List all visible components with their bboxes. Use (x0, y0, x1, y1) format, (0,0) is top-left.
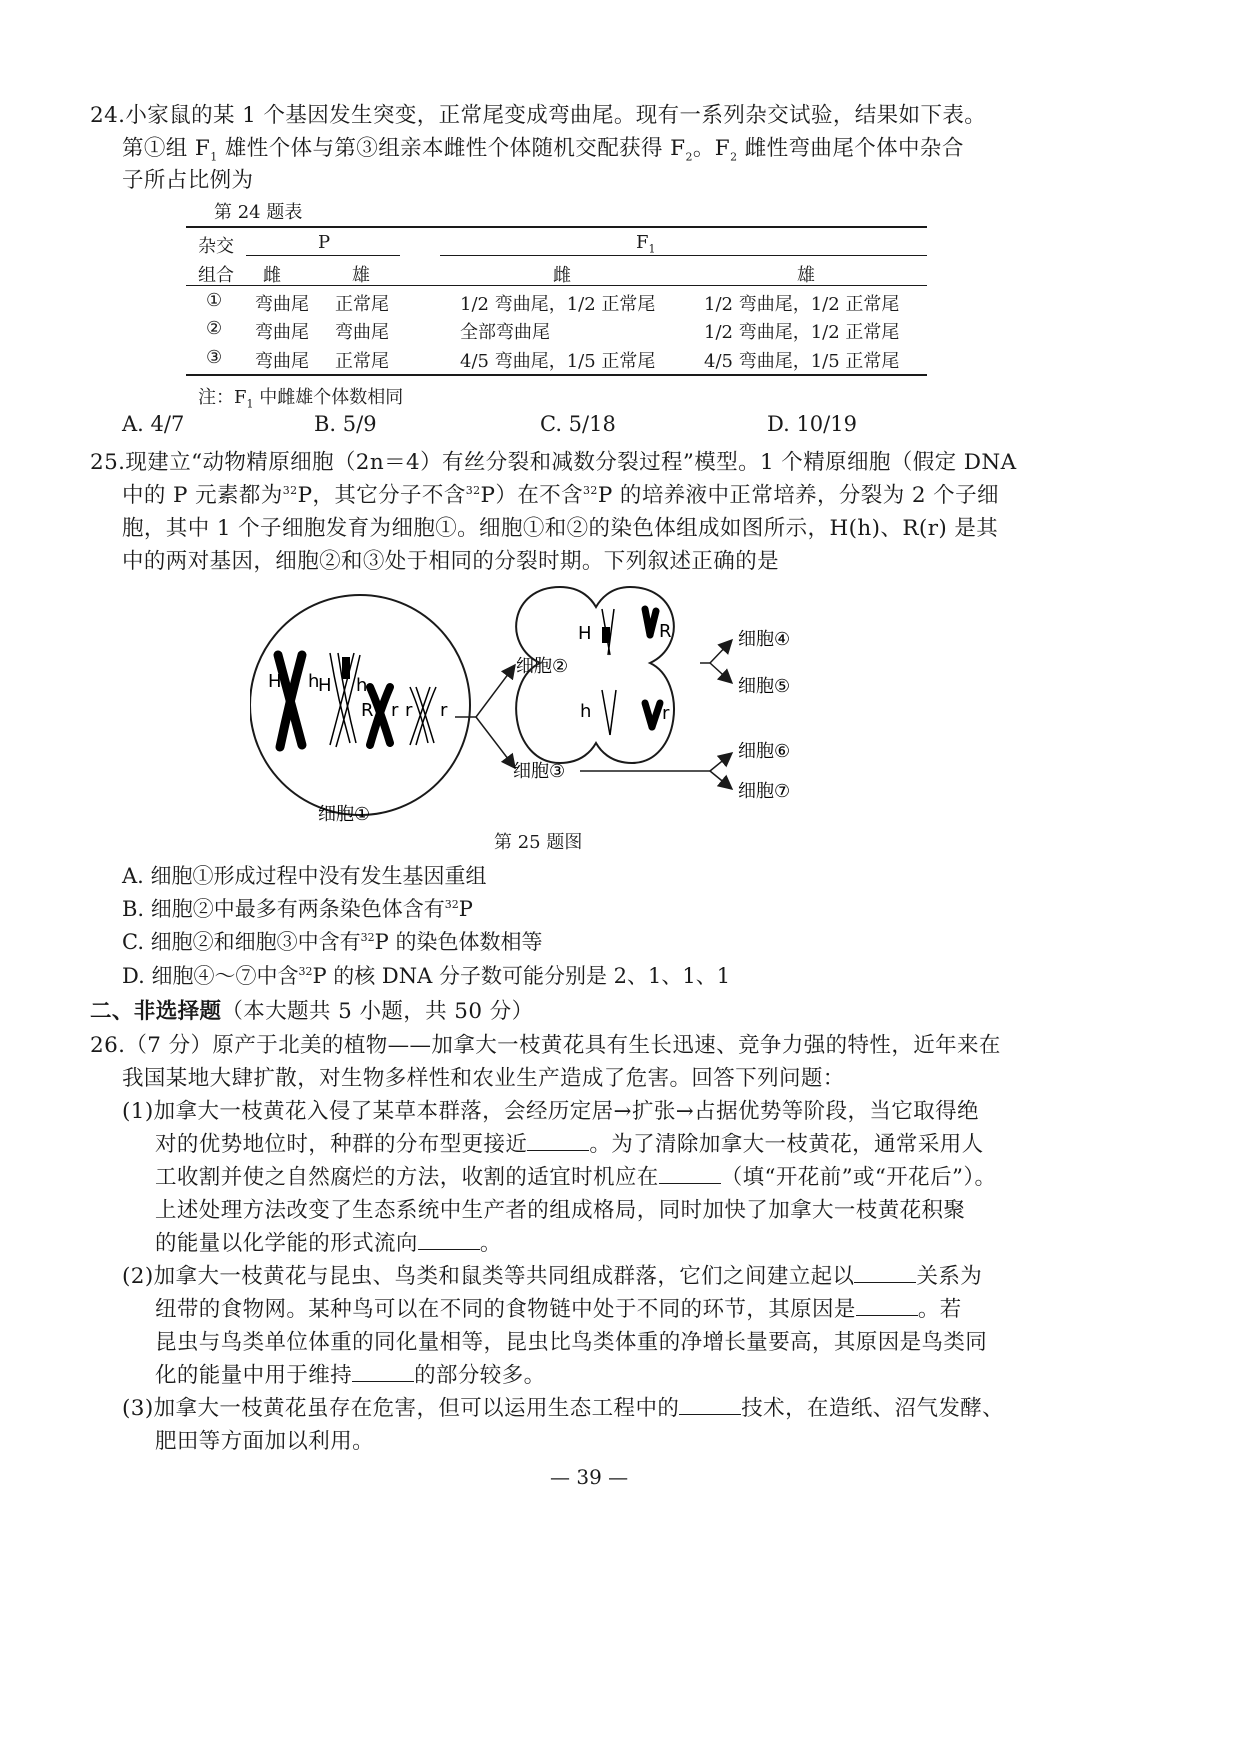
subscript: 1 (210, 150, 218, 164)
cell2-label-R: R (659, 621, 672, 642)
answer-blank[interactable] (418, 1231, 480, 1250)
q24-stem-2b: 雄性个体与第③组亲本雌性个体随机交配获得 F (217, 136, 686, 161)
q25-option-c[interactable] (122, 926, 542, 956)
label-r-2: r (405, 700, 413, 721)
cell2-label-r: r (662, 703, 670, 724)
q26-p1-line-4: 上述处理方法改变了生态系统中生产者的组成格局，同时加快了加拿大一枝黄花积聚 (155, 1198, 966, 1223)
q26-p1-l2b: 。为了清除加拿大一枝黄花，通常采用人 (589, 1132, 984, 1157)
th-f1 (636, 232, 656, 256)
q24-stem-2c: 。F (692, 136, 731, 161)
q25-line-3 (122, 511, 998, 542)
row1-fm: 1/2 弯曲尾，1/2 正常尾 (704, 294, 900, 315)
subscript: 1 (648, 242, 656, 256)
q26-p1-line-2 (155, 1127, 984, 1158)
cell7-label: 细胞⑦ (738, 781, 791, 802)
q25-option-b-b: P (458, 897, 473, 921)
q24-number: 24. (90, 103, 126, 128)
q25-option-d[interactable] (122, 960, 730, 990)
row2-fm: 1/2 弯曲尾，1/2 正常尾 (704, 322, 900, 343)
q24-line-1 (90, 98, 986, 129)
q25-stem-2d: P 的培养液中正常培养，分裂为 2 个子细 (597, 483, 999, 508)
q26-p2-line-1 (122, 1259, 982, 1290)
q24-stem-3: 子所占比例为 (122, 168, 254, 193)
q25-number: 25. (90, 450, 126, 475)
q26-p2-l4b: 的部分较多。 (414, 1363, 546, 1388)
cell-division-figure (250, 575, 850, 835)
q24-stem-1: 小家鼠的某 1 个基因发生突变，正常尾变成弯曲尾。现有一系列杂交试验，结果如下表。 (125, 103, 987, 128)
row3-fm: 4/5 弯曲尾，1/5 正常尾 (704, 351, 900, 372)
q26-p2-l4a: 化的能量中用于维持 (155, 1363, 353, 1388)
q26-number: 26. (90, 1033, 126, 1058)
row1-pf: 弯曲尾 (255, 294, 309, 315)
q26-p1-l3b: （填“开花前”或“开花后”）。 (720, 1165, 997, 1190)
q25-line-1 (90, 445, 1017, 476)
th-f1-female: 雌 (553, 265, 571, 286)
label-H-2: H (318, 675, 332, 696)
row2-ff: 全部弯曲尾 (460, 322, 550, 343)
q24-line-3 (122, 163, 253, 194)
figure-caption: 第 25 题图 (494, 832, 583, 853)
q26-p1-l5a: 的能量以化学能的形式流向 (155, 1231, 418, 1256)
answer-blank[interactable] (854, 1264, 916, 1283)
answer-blank[interactable] (659, 1165, 721, 1184)
section2-heading (90, 994, 533, 1025)
table-caption: 第 24 题表 (214, 202, 303, 223)
th-female: 雌 (263, 265, 281, 286)
cell1-label: 细胞① (318, 804, 371, 825)
table-f1-rule (440, 255, 927, 256)
chromosome-white-h2 (330, 653, 360, 747)
q24-stem-2a: 第①组 F (122, 136, 211, 161)
arrow-to-cell5 (710, 663, 732, 683)
answer-blank[interactable] (679, 1396, 741, 1415)
th-group: 组合 (198, 265, 234, 286)
q26-p2-line-4 (155, 1358, 546, 1389)
q25-stem-2c: P）在不含 (480, 483, 584, 508)
q26-line-1 (90, 1028, 1001, 1059)
q25-option-a[interactable]: A. 细胞①形成过程中没有发生基因重组 (122, 864, 487, 888)
q26-p3-l1a: (3)加拿大一枝黄花虽存在危害，但可以运用生态工程中的 (122, 1396, 680, 1421)
q26-p2-l1a: (2)加拿大一枝黄花与昆虫、鸟类和鼠类等共同组成群落，它们之间建立起以 (122, 1264, 855, 1289)
th-p: P (318, 232, 331, 253)
table-top-rule (186, 226, 927, 228)
answer-blank[interactable] (527, 1132, 589, 1151)
label-h-2: h (356, 675, 368, 696)
q26-p3-line-2: 肥田等方面加以利用。 (155, 1429, 375, 1454)
arrow-to-cell3 (476, 717, 515, 768)
q25-option-b[interactable] (122, 893, 473, 923)
th-f1-label: F (636, 232, 649, 253)
row3-pf: 弯曲尾 (255, 351, 309, 372)
cell2-chromosomes (602, 609, 660, 735)
q25-stem-1: 现建立“动物精原细胞（2n＝4）有丝分裂和减数分裂过程”模型。1 个精原细胞（假定 DNA (125, 450, 1017, 475)
section2-subtitle: （本大题共 5 小题，共 50 分） (221, 999, 534, 1024)
q25-stem-3: 胞，其中 1 个子细胞发育为细胞①。细胞①和②的染色体组成如图所示，H(h)、R(r) 是其 (122, 516, 999, 541)
superscript: 32 (360, 931, 375, 944)
q26-p1-line-5 (155, 1226, 502, 1257)
q24-stem-2d: 雌性弯曲尾个体中杂合 (737, 136, 964, 161)
arrow-to-cell6 (710, 753, 732, 771)
row1-ff: 1/2 弯曲尾，1/2 正常尾 (460, 294, 656, 315)
q26-p3-line-1 (122, 1391, 1004, 1422)
q26-p2-l2b: 。若 (917, 1297, 962, 1322)
q26-line-2: 我国某地大肆扩散，对生物多样性和农业生产造成了危害。回答下列问题： (122, 1066, 845, 1091)
q26-p1-l2a: 对的优势地位时，种群的分布型更接近 (155, 1132, 528, 1157)
q25-option-d-a: D. 细胞④～⑦中含 (122, 964, 299, 988)
row2-pm: 弯曲尾 (335, 322, 389, 343)
label-r-3: r (440, 700, 448, 721)
q25-option-c-a: C. 细胞②和细胞③中含有 (122, 930, 361, 954)
superscript: 32 (465, 483, 481, 497)
cell6-label: 细胞⑥ (738, 741, 791, 762)
q25-option-b-a: B. 细胞②中最多有两条染色体含有 (122, 897, 445, 921)
superscript: 32 (282, 483, 298, 497)
note-b: 中雌雄个体数相同 (253, 387, 404, 408)
cell2-label: 细胞② (516, 656, 569, 677)
answer-blank[interactable] (856, 1297, 918, 1316)
q25-option-d-b: P 的核 DNA 分子数可能分别是 2、1、1、1 (312, 964, 731, 988)
arrow-to-cell4 (710, 640, 732, 663)
arrow-to-cell7 (710, 771, 732, 789)
subscript: 1 (246, 397, 254, 411)
cell2-label-h: h (580, 701, 592, 722)
row2-id: ② (206, 318, 223, 339)
q26-stem-1: （7 分）原产于北美的植物——加拿大一枝黄花具有生长迅速、竞争力强的特性，近年来在 (125, 1033, 1001, 1058)
th-male: 雄 (352, 265, 370, 286)
q24-option-d[interactable]: D. 10/19 (767, 412, 857, 436)
q26-p3-l1b: 技术，在造纸、沼气发酵、 (741, 1396, 1005, 1421)
q26-p2-line-2 (155, 1292, 962, 1323)
chromosome-white-r2 (410, 687, 436, 745)
th-cross: 杂交 (198, 236, 234, 257)
q25-line-4 (122, 544, 779, 575)
q26-p1-line-3 (155, 1160, 996, 1191)
section2-title: 二、非选择题 (90, 999, 222, 1024)
subscript: 2 (685, 150, 693, 164)
cell1-membrane (250, 595, 470, 815)
row3-id: ③ (206, 347, 223, 368)
th-f1-male: 雄 (797, 265, 815, 286)
cell5-label: 细胞⑤ (738, 676, 791, 697)
q26-p1-l5b: 。 (479, 1231, 502, 1256)
table-p-rule (246, 255, 400, 256)
q24-line-2 (122, 131, 964, 163)
q25-stem-2a: 中的 P 元素都为 (122, 483, 283, 508)
page-number: — 39 — (550, 1465, 629, 1489)
q24-option-c[interactable]: C. 5/18 (540, 412, 616, 436)
arrow-to-cell2 (476, 665, 515, 717)
label-H-1: H (268, 671, 282, 692)
q24-option-a[interactable]: A. 4/7 (122, 412, 185, 436)
row3-pm: 正常尾 (335, 351, 389, 372)
row2-pf: 弯曲尾 (255, 322, 309, 343)
table-note (198, 383, 403, 411)
row1-id: ① (206, 290, 223, 311)
note-a: 注：F (198, 387, 247, 408)
cell3-label: 细胞③ (513, 761, 566, 782)
q26-p2-l1b: 关系为 (916, 1264, 983, 1289)
row3-ff: 4/5 弯曲尾，1/5 正常尾 (460, 351, 656, 372)
q25-stem-4: 中的两对基因，细胞②和③处于相同的分裂时期。下列叙述正确的是 (122, 549, 780, 574)
subscript: 2 (730, 150, 738, 164)
q26-p1-line-1: (1)加拿大一枝黄花入侵了某草本群落，会经历定居→扩张→占据优势等阶段，当它取得绝 (122, 1099, 979, 1124)
cell2-label-H: H (578, 623, 592, 644)
superscript: 32 (444, 898, 459, 911)
label-R: R (361, 700, 374, 721)
q25-line-2 (122, 478, 999, 509)
q26-p2-l2a: 纽带的食物网。某种鸟可以在不同的食物链中处于不同的环节，其原因是 (155, 1297, 856, 1322)
label-r-1: r (391, 700, 399, 721)
q25-option-c-b: P 的染色体数相等 (374, 930, 543, 954)
q25-stem-2b: P，其它分子不含 (297, 483, 466, 508)
cell4-label: 细胞④ (738, 629, 791, 650)
superscript: 32 (583, 483, 598, 497)
q26-p2-line-3: 昆虫与鸟类单位体重的同化量相等，昆虫比鸟类体重的净增长量要高，其原因是鸟类同 (155, 1330, 988, 1355)
q24-option-b[interactable]: B. 5/9 (314, 412, 377, 436)
table-bottom-rule (186, 374, 927, 376)
row1-pm: 正常尾 (335, 294, 389, 315)
answer-blank[interactable] (352, 1363, 414, 1382)
chromosome-black-h1 (278, 655, 302, 747)
superscript: 32 (298, 965, 313, 978)
label-h-1: h (308, 671, 320, 692)
q26-p1-l3a: 工收割并使之自然腐烂的方法，收割的适宜时机应在 (155, 1165, 659, 1190)
